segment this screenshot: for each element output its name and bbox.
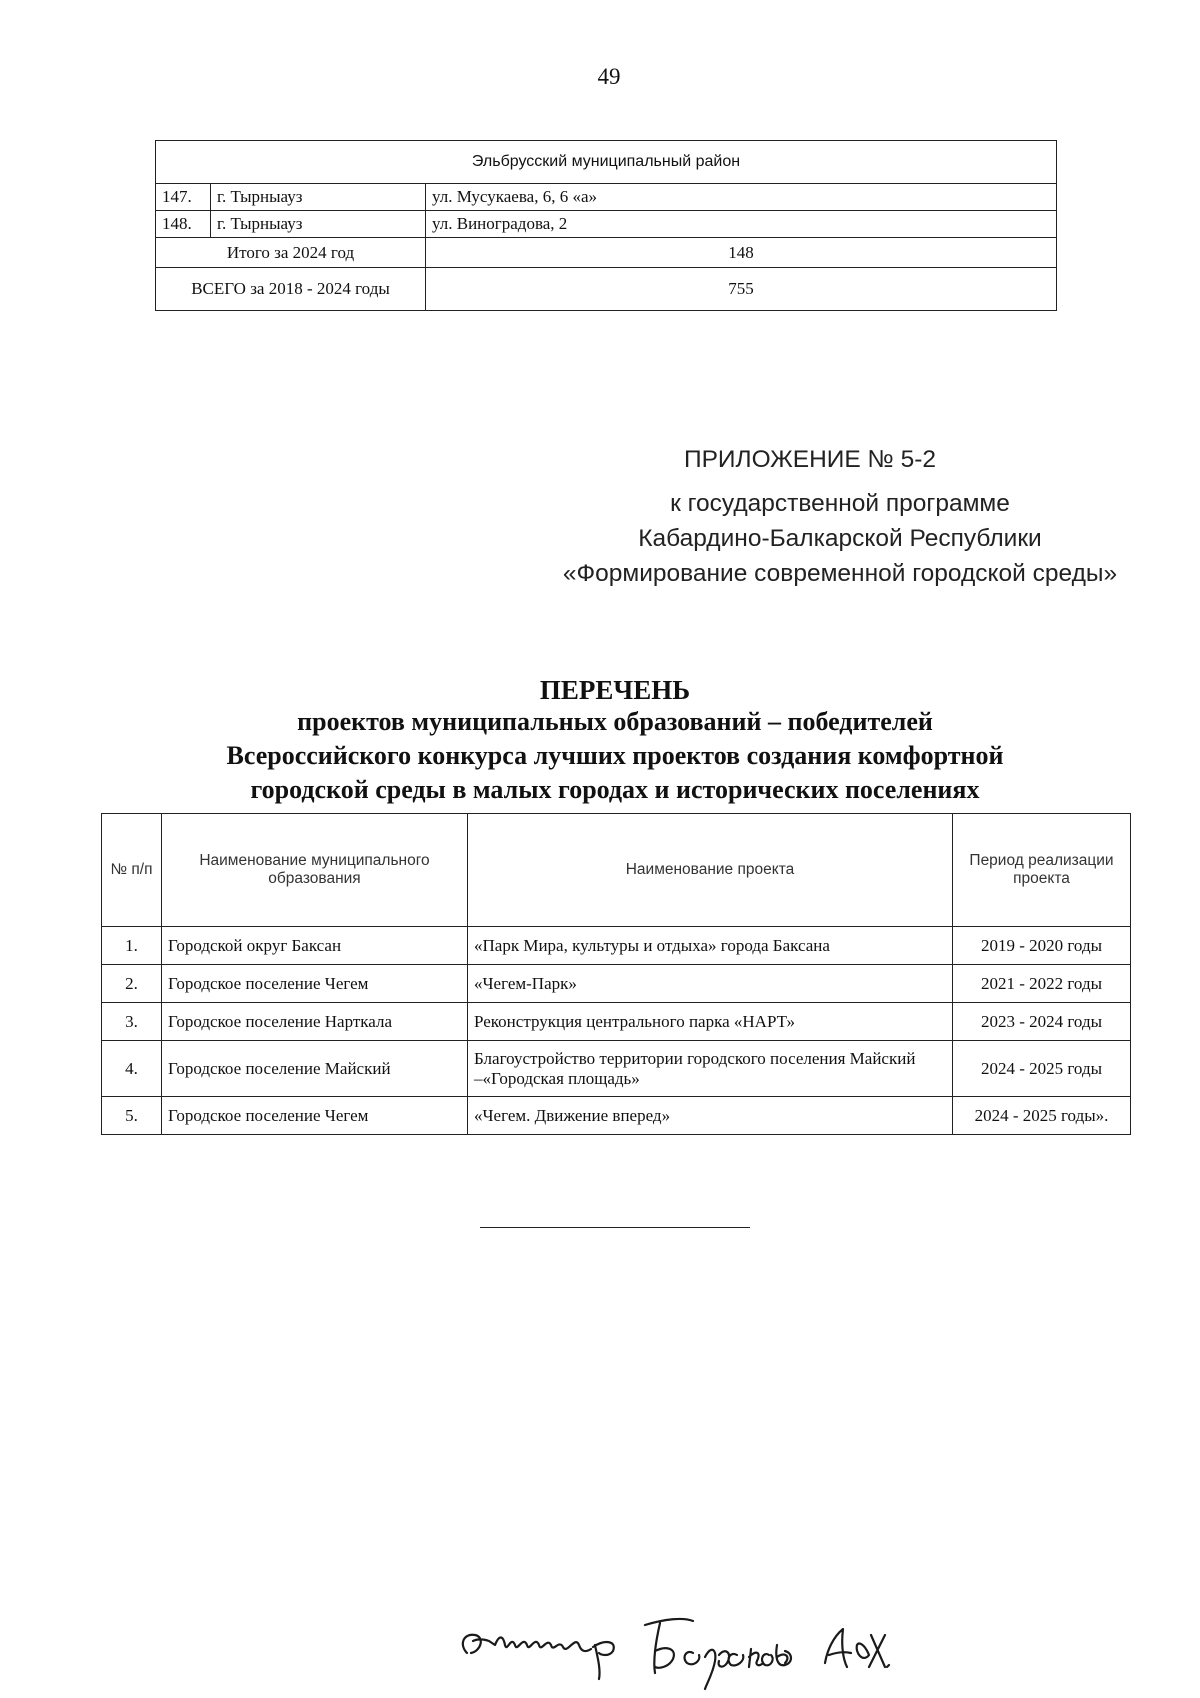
appendix-line: к государственной программе xyxy=(670,490,1010,517)
subtitle-line: Всероссийского конкурса лучших проектов создания комфортной xyxy=(226,741,1004,770)
grand-total-label: ВСЕГО за 2018 - 2024 годы xyxy=(156,268,426,311)
address-cell: ул. Виноградова, 2 xyxy=(426,211,1057,238)
city-cell: г. Тырныауз xyxy=(211,184,426,211)
total-value: 148 xyxy=(426,238,1057,268)
row-number: 147. xyxy=(156,184,211,211)
table-row xyxy=(102,1003,1131,1041)
period-cell: 2023 - 2024 годы xyxy=(953,1003,1131,1041)
table-header-row xyxy=(102,814,1131,927)
appendix-title: ПРИЛОЖЕНИЕ № 5-2 xyxy=(683,446,937,473)
row-number: 148. xyxy=(156,211,211,238)
projects-table xyxy=(101,813,1131,1135)
row-number: 5. xyxy=(102,1097,162,1135)
district-name: Эльбрусский муниципальный район xyxy=(156,141,1057,184)
row-number: 4. xyxy=(102,1041,162,1097)
sites-table xyxy=(155,140,1057,311)
col-header-period: Период реализации проекта xyxy=(953,814,1131,927)
municipality-cell: Городской округ Баксан xyxy=(162,927,468,965)
table-row xyxy=(102,965,1131,1003)
table-row xyxy=(102,927,1131,965)
col-header-municipality: Наименование муниципального образования xyxy=(162,814,468,927)
appendix-line: «Формирование современной городской среды» xyxy=(562,560,1118,587)
grand-total-value: 755 xyxy=(426,268,1057,311)
municipality-cell: Городское поселение Нарткала xyxy=(162,1003,468,1041)
period-cell: 2019 - 2020 годы xyxy=(953,927,1131,965)
project-cell: Реконструкция центрального парка «НАРТ» xyxy=(468,1003,953,1041)
row-number: 3. xyxy=(102,1003,162,1041)
period-cell: 2024 - 2025 годы». xyxy=(953,1097,1131,1135)
address-cell: ул. Мусукаева, 6, 6 «а» xyxy=(426,184,1057,211)
municipality-cell: Городское поселение Чегем xyxy=(162,1097,468,1135)
project-cell: Благоустройство территории городского поселения Майский –«Городская площадь» xyxy=(468,1041,953,1097)
page-number: 49 xyxy=(597,64,621,89)
city-cell: г. Тырныауз xyxy=(211,211,426,238)
appendix-line: Кабардино-Балкарской Республики xyxy=(638,525,1042,552)
handwritten-signature xyxy=(455,1605,975,1695)
table-row xyxy=(156,238,1057,268)
subtitle-line: проектов муниципальных образований – победителей xyxy=(297,707,933,736)
municipality-cell: Городское поселение Чегем xyxy=(162,965,468,1003)
project-cell: «Парк Мира, культуры и отдыха» города Баксана xyxy=(468,927,953,965)
end-rule xyxy=(480,1227,750,1228)
municipality-cell: Городское поселение Майский xyxy=(162,1041,468,1097)
period-cell: 2024 - 2025 годы xyxy=(953,1041,1131,1097)
table-row xyxy=(156,211,1057,238)
row-number: 1. xyxy=(102,927,162,965)
project-cell: «Чегем-Парк» xyxy=(468,965,953,1003)
list-subtitle xyxy=(100,705,1130,807)
table-row xyxy=(156,268,1057,311)
list-title: ПЕРЕЧЕНЬ xyxy=(539,675,691,705)
row-number: 2. xyxy=(102,965,162,1003)
table-row xyxy=(102,1041,1131,1097)
project-cell: «Чегем. Движение вперед» xyxy=(468,1097,953,1135)
table-row xyxy=(156,184,1057,211)
table-row xyxy=(102,1097,1131,1135)
period-cell: 2021 - 2022 годы xyxy=(953,965,1131,1003)
col-header-project: Наименование проекта xyxy=(468,814,953,927)
col-header-num: № п/п xyxy=(102,814,162,927)
subtitle-line: городской среды в малых городах и исторических поселениях xyxy=(250,775,980,804)
table-row xyxy=(156,141,1057,184)
total-label: Итого за 2024 год xyxy=(156,238,426,268)
